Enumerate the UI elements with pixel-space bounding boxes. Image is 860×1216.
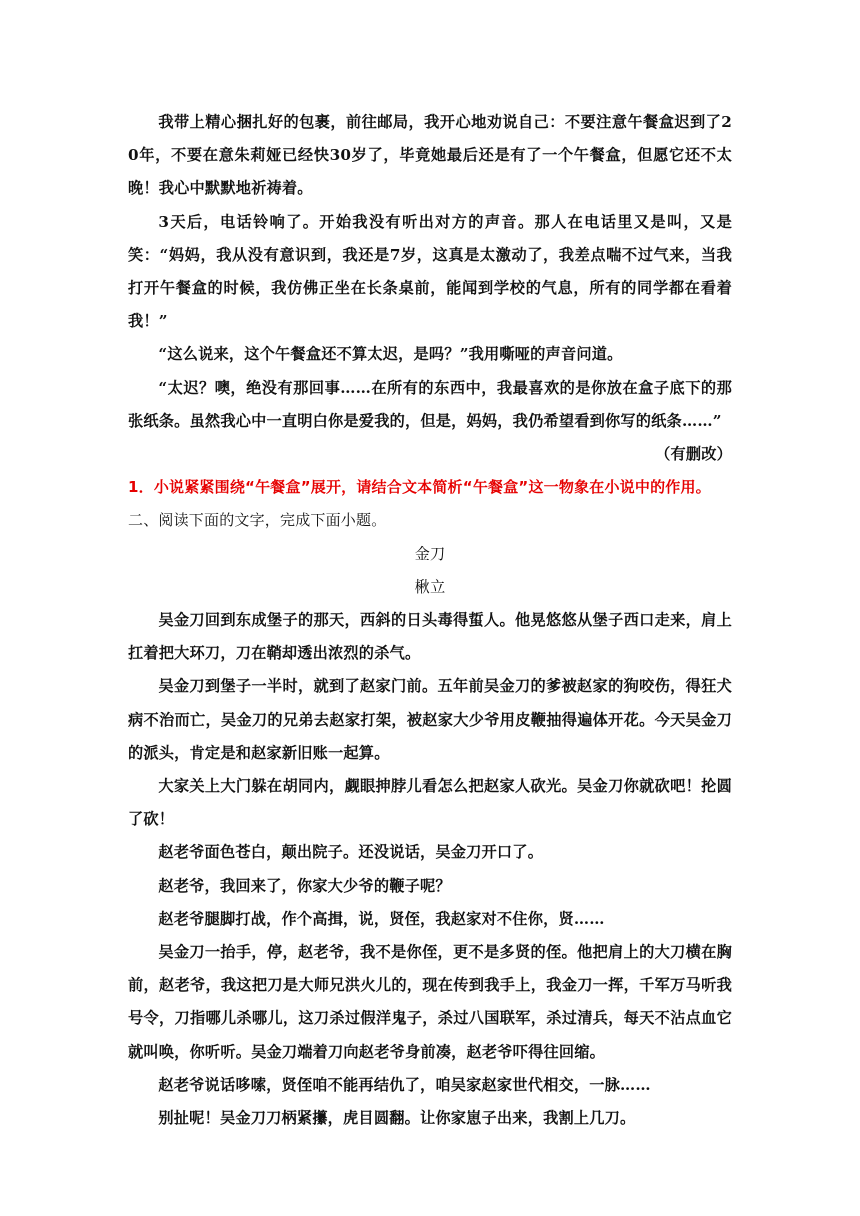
- excerpt-paragraph-4: “太迟？噢，绝没有那回事……在所有的东西中，我最喜欢的是你放在盒子底下的那张纸条。虽然我心中一直明白你是爱我的，但是，妈妈，我仍希望看到你写的纸条……”: [128, 378, 732, 430]
- story-paragraph-6: 赵老爷腿脚打战，作个高揖，说，贤侄，我赵家对不住你，贤……: [158, 909, 605, 928]
- excerpt-paragraph-2: 3天后，电话铃响了。开始我没有听出对方的声音。那人在电话里又是叫，又是笑：“妈妈，我从没有意识到，我还是7岁，这真是太激动了，我差点喘不过气来，当我打开午餐盒的时候，我仿佛正坐在长条桌前，能闻到学校的气息，所有的同学都在看着我！”: [128, 212, 732, 331]
- story-author: 楸立: [414, 577, 446, 596]
- story-paragraph-1: 吴金刀回到东成堡子的那天，西斜的日头毒得蜇人。他晃悠悠从堡子西口走来，肩上扛着把大环刀，刀在鞘却透出浓烈的杀气。: [128, 611, 732, 663]
- document-page: [128, 106, 732, 1135]
- story-paragraph-8: 赵老爷说话哆嗦，贤侄咱不能再结仇了，咱吴家赵家世代相交，一脉……: [158, 1075, 651, 1094]
- story-paragraph-7: 吴金刀一抬手，停，赵老爷，我不是你侄，更不是多贤的侄。他把肩上的大刀横在胸前，赵老爷，我这把刀是大师兄洪火儿的，现在传到我手上，我金刀一挥，千军万马听我号令，刀指哪儿杀哪儿，这刀杀过假洋鬼子，杀过八国联军，杀过清兵，每天不沾点血它就叫唤，你听听。吴金刀端着刀向赵老爷身前凑，赵老爷吓得往回缩。: [128, 943, 732, 1061]
- story-paragraph-5: 赵老爷，我回来了，你家大少爷的鞭子呢？: [158, 876, 451, 895]
- story-paragraph-2: 吴金刀到堡子一半时，就到了赵家门前。五年前吴金刀的爹被赵家的狗咬伤，得狂犬病不治而亡，吴金刀的兄弟去赵家打架，被赵家大少爷用皮鞭抽得遍体开花。今天吴金刀的派头，肯定是和赵家新旧账一起算。: [128, 677, 732, 762]
- section-2-heading: 二、阅读下面的文字，完成下面小题。: [128, 511, 387, 530]
- excerpt-paragraph-1: 我带上精心捆扎好的包裹，前往邮局，我开心地劝说自己：不要注意午餐盒迟到了20年，不要在意朱莉娅已经快30岁了，毕竟她最后还是有了一个午餐盒，但愿它还不太晚！我心中默默地祈祷着。: [128, 113, 732, 198]
- story-paragraph-3: 大家关上大门躲在胡同内，觑眼抻脖儿看怎么把赵家人砍光。吴金刀你就砍吧！抡圆了砍！: [128, 777, 732, 829]
- revision-note: （有删改）: [655, 445, 732, 464]
- excerpt-paragraph-3: “这么说来，这个午餐盒还不算太迟，是吗？”我用嘶哑的声音问道。: [158, 345, 623, 364]
- question-1: 1．小说紧紧围绕“午餐盒”展开，请结合文本简析“午餐盒”这一物象在小说中的作用。: [128, 478, 711, 497]
- story-title: 金刀: [414, 544, 446, 563]
- story-paragraph-9: 别扯呢！吴金刀刀柄紧攥，虎目圆翻。让你家崽子出来，我割上几刀。: [158, 1109, 636, 1128]
- story-paragraph-4: 赵老爷面色苍白，颠出院子。还没说话，吴金刀开口了。: [158, 843, 544, 862]
